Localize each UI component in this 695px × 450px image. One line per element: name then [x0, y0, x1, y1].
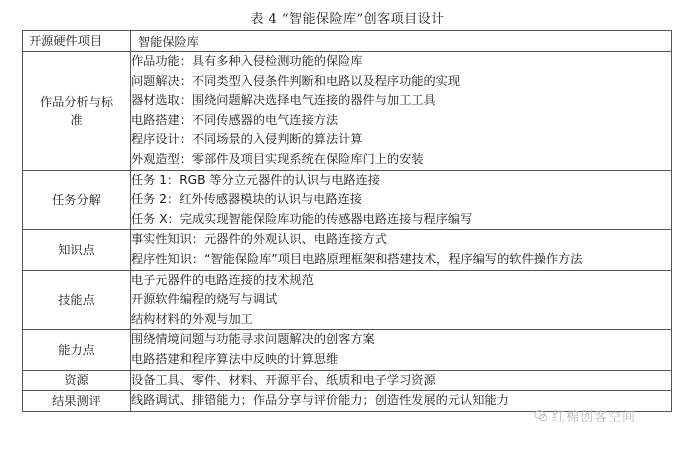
row-label: 知识点 — [23, 230, 131, 270]
table-caption: 表 4 “智能保险库”创客项目设计 — [250, 12, 445, 27]
row-content — [131, 330, 672, 370]
watermark-text: 红棉创客空间 — [552, 410, 637, 425]
row-content — [131, 370, 672, 391]
content-line: 任务 2：红外传感器模块的认识与电路连接 — [131, 192, 363, 207]
row-label: 结果测评 — [23, 391, 131, 412]
content-line: 外观造型：零部件及项目实现系统在保险库门上的安装 — [131, 151, 424, 166]
content-line: 器材选取：围绕问题解决选择电气连接的器件与加工工具 — [131, 93, 436, 108]
table-row — [23, 170, 672, 230]
row-label-text: 作品分析与标准 — [39, 94, 114, 127]
header-left-cell: 开源硬件项目 — [23, 31, 131, 52]
content-line: 任务 1：RGB 等分立元器件的认识与电路连接 — [131, 172, 380, 187]
wechat-logo-icon — [534, 409, 548, 423]
header-right-cell: 智能保险库 — [131, 31, 672, 52]
content-line: 电路搭建：不同传感器的电气连接方法 — [131, 112, 339, 127]
content-line: 程序性知识：“智能保险库”项目电路原理框架和搭建技术，程序编写的软件操作方法 — [131, 251, 583, 266]
table-row — [23, 52, 672, 171]
table-row — [23, 270, 672, 330]
row-content — [131, 230, 672, 270]
table-header-row — [23, 31, 672, 52]
watermark — [534, 406, 636, 425]
row-content — [131, 270, 672, 330]
table-row — [23, 370, 672, 391]
content-line: 问题解决：不同类型入侵条件判断和电路以及程序功能的实现 — [131, 73, 461, 88]
row-label — [23, 52, 131, 171]
row-content — [131, 52, 672, 171]
content-line: 围绕情境问题与功能寻求问题解决的创客方案 — [131, 332, 375, 347]
content-line: 事实性知识：元器件的外观认识、电路连接方式 — [131, 232, 387, 247]
row-content — [131, 170, 672, 230]
row-label: 技能点 — [23, 270, 131, 330]
row-label: 任务分解 — [23, 170, 131, 230]
table-row — [23, 330, 672, 370]
content-line: 电路搭建和程序算法中反映的计算思维 — [131, 351, 339, 366]
content-line: 电子元器件的电路连接的技术规范 — [131, 272, 314, 287]
content-line: 作品功能：具有多种入侵检测功能的保险库 — [131, 54, 363, 68]
content-line: 开源软件编程的烧写与调试 — [131, 292, 278, 307]
row-label: 能力点 — [23, 330, 131, 370]
content-line: 任务 X：完成实现智能保险库功能的传感器电路连接与程序编写 — [131, 211, 473, 226]
row-label: 资源 — [23, 370, 131, 391]
project-design-table — [22, 30, 672, 412]
content-line: 设备工具、零件、材料、开源平台、纸质和电子学习资源 — [131, 372, 436, 387]
table-row — [23, 230, 672, 270]
content-line: 线路调试、排错能力；作品分享与评价能力；创造性发展的元认知能力 — [131, 393, 509, 408]
content-line: 程序设计：不同场景的入侵判断的算法计算 — [131, 132, 363, 147]
content-line: 结构材料的外观与加工 — [131, 311, 253, 326]
